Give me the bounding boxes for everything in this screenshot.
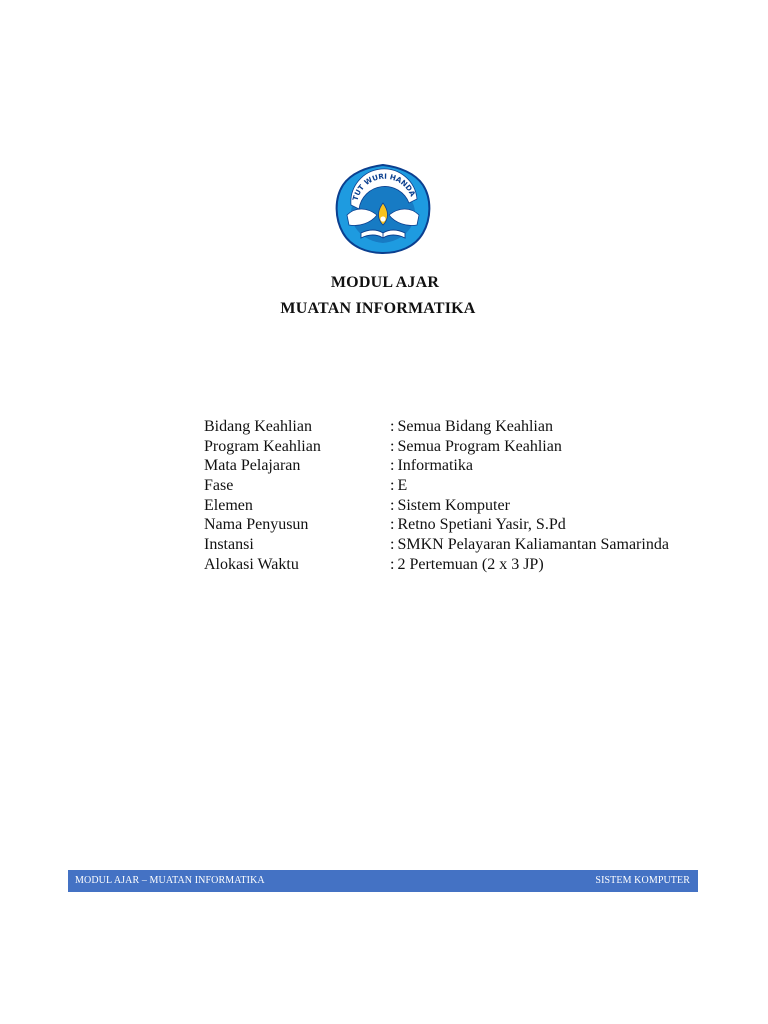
info-row-instansi xyxy=(204,535,724,555)
info-separator: : xyxy=(390,418,395,435)
info-row-bidang-keahlian xyxy=(204,417,724,437)
footer-right-text: SISTEM KOMPUTER xyxy=(595,875,690,886)
info-label: Fase xyxy=(204,477,234,495)
info-separator: : xyxy=(390,496,395,514)
module-info-table xyxy=(204,417,724,575)
info-row-elemen xyxy=(204,496,724,516)
info-label: Mata Pelajaran xyxy=(204,457,301,475)
info-value: SMKN Pelayaran Kaliamantan Samarinda xyxy=(397,536,669,554)
info-value: 2 Pertemuan (2 x 3 JP) xyxy=(397,555,544,573)
info-value: Sistem Komputer xyxy=(397,496,510,514)
info-value: E xyxy=(397,477,408,495)
info-label: Program Keahlian xyxy=(204,437,321,455)
info-row-program-keahlian xyxy=(204,437,724,457)
logo-motto-text: TUT WURI HANDA xyxy=(350,171,418,202)
info-row-alokasi-waktu xyxy=(204,555,724,575)
info-value: Semua Program Keahlian xyxy=(397,437,562,455)
info-label: Alokasi Waktu xyxy=(204,555,299,573)
info-separator: : xyxy=(390,457,395,475)
info-separator: : xyxy=(390,477,395,495)
info-label: Instansi xyxy=(204,536,254,554)
document-subtitle: MUATAN INFORMATIKA xyxy=(280,300,476,317)
info-row-nama-penyusun xyxy=(204,515,724,535)
footer-left-text: MODUL AJAR – MUATAN INFORMATIKA xyxy=(75,875,265,886)
page-footer-bar xyxy=(68,870,698,892)
document-title: MODUL AJAR xyxy=(330,274,440,291)
info-label: Bidang Keahlian xyxy=(204,418,312,435)
info-separator: : xyxy=(390,516,395,534)
info-row-fase xyxy=(204,476,724,496)
tut-wuri-handayani-logo xyxy=(333,163,433,255)
info-row-mata-pelajaran xyxy=(204,456,724,476)
document-title-block xyxy=(0,270,768,322)
logo-emblem xyxy=(333,163,433,255)
info-separator: : xyxy=(390,536,395,554)
info-label: Nama Penyusun xyxy=(204,516,309,534)
info-value: Retno Spetiani Yasir, S.Pd xyxy=(397,516,566,534)
info-separator: : xyxy=(390,555,395,573)
info-label: Elemen xyxy=(204,496,253,514)
info-value: Informatika xyxy=(397,457,473,475)
info-separator: : xyxy=(390,437,395,455)
info-value: Semua Bidang Keahlian xyxy=(397,418,553,435)
